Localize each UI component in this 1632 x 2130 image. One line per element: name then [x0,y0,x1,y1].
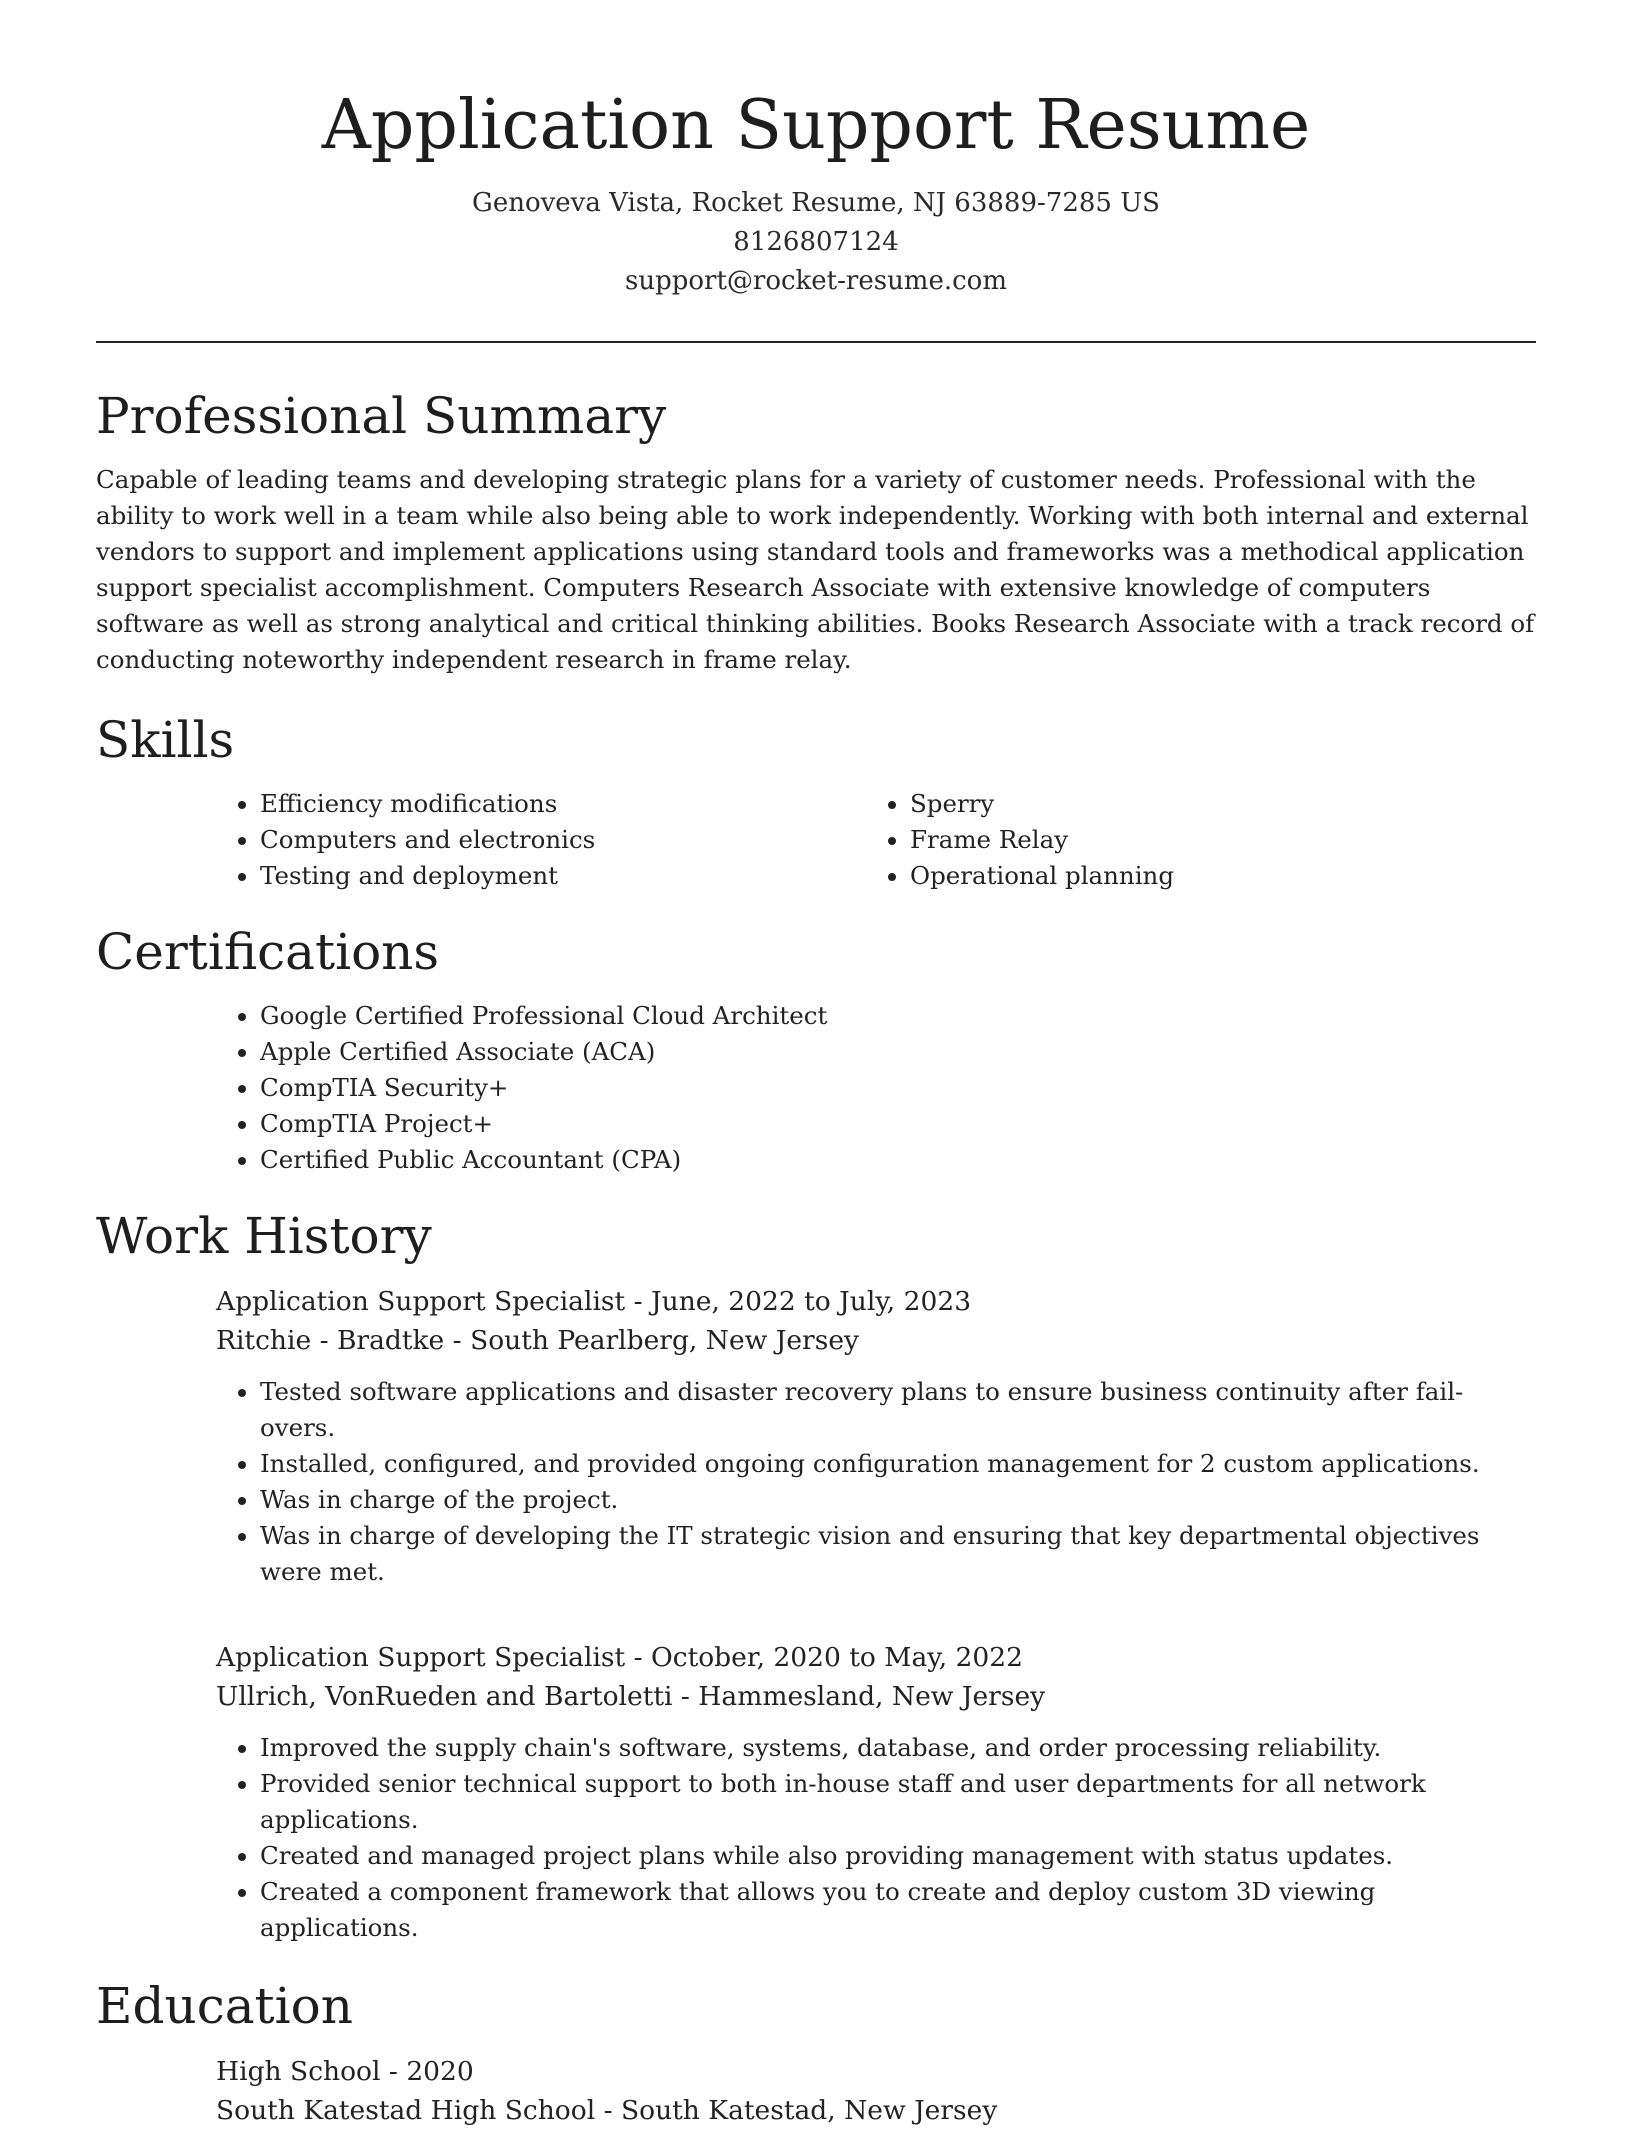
job-duty-item: • Was in charge of developing the IT strategic vision and ensuring that key departmental objectives were met. [260,1518,1536,1590]
job-entry [216,1638,1536,1946]
job-company: Ritchie - Bradtke [216,1325,445,1356]
job-duty-item: • Was in charge of the project. [260,1482,1536,1518]
certification-item: • CompTIA Project+ [260,1106,1536,1142]
work-history-section [96,1200,1536,1946]
job-title: Application Support Specialist [216,1286,626,1317]
skills-grid [216,786,1536,894]
job-company-line: Ullrich, VonRueden and Bartoletti - Hammesland, New Jersey [216,1681,1046,1712]
skill-item: • Computers and electronics [260,822,866,858]
skill-item: • Efficiency modifications [260,786,866,822]
contact-phone: 8126807124 [733,227,899,257]
job-entry [216,1282,1536,1590]
skills-column-right [866,786,1516,894]
skill-item: • Sperry [910,786,1516,822]
skills-section [96,704,1536,894]
job-company-line: Ritchie - Bradtke - South Pearlberg, New Jersey [216,1325,859,1356]
education-location: South Katestad, New Jersey [620,2095,998,2126]
education-entry [216,2052,1536,2130]
certification-item: • Apple Certified Associate (ACA) [260,1034,1536,1070]
skills-list-left [216,786,866,894]
contact-block [0,184,1632,301]
job-title-line: Application Support Specialist - October, 2020 to May, 2022 [216,1642,1023,1673]
certification-item: • Certified Public Accountant (CPA) [260,1142,1536,1178]
summary-section [96,380,1536,678]
job-dates: October, 2020 to May, 2022 [651,1642,1023,1673]
job-duty-item: • Installed, configured, and provided ongoing configuration management for 2 custom applications. [260,1446,1536,1482]
contact-address: Genoveva Vista, Rocket Resume, NJ 63889-7285 US [472,188,1160,218]
skill-item: • Frame Relay [910,822,1516,858]
job-duty-item: • Created a component framework that allows you to create and deploy custom 3D viewing applications. [260,1874,1536,1946]
skill-item: • Testing and deployment [260,858,866,894]
certifications-list [216,998,1536,1178]
job-location: Hammesland, New Jersey [698,1681,1046,1712]
job-location: South Pearlberg, New Jersey [470,1325,859,1356]
header-divider [96,341,1536,343]
education-school: South Katestad High School [216,2095,596,2126]
education-section [96,1970,1536,2130]
education-year: 2020 [406,2056,474,2087]
job-dates: June, 2022 to July, 2023 [651,1286,972,1317]
skills-heading: Skills [96,711,235,769]
job-duties-list [216,1730,1536,1946]
education-heading: Education [96,1977,353,2035]
job-duty-item: • Tested software applications and disaster recovery plans to ensure business continuity after fail-overs. [260,1374,1536,1446]
work-history-heading: Work History [96,1207,432,1265]
job-duty-item: • Created and managed project plans while also providing management with status updates. [260,1838,1536,1874]
job-duty-item: • Provided senior technical support to both in-house staff and user departments for all network applications. [260,1766,1536,1838]
certifications-block [216,998,1536,1178]
summary-text: Capable of leading teams and developing strategic plans for a variety of customer needs. Professional with the ability to work well in a team while also being able to work independently. Working with both internal and external vendors to support and implement applications using standard tools and frameworks was a methodical application support specialist accomplishment. Computers Research Associate with extensive knowledge of computers software as well as strong analytical and critical thinking abilities. Books Research Associate with a track record of conducting noteworthy independent research in frame relay. [96,465,1535,674]
contact-email: support@rocket-resume.com [624,266,1007,296]
resume-content [96,380,1536,2130]
certifications-section [96,916,1536,1178]
job-title: Application Support Specialist [216,1642,626,1673]
job-duty-item: • Improved the supply chain's software, systems, database, and order processing reliability. [260,1730,1536,1766]
education-school-line: South Katestad High School - South Katestad, New Jersey [216,2095,998,2126]
job-title-line: Application Support Specialist - June, 2022 to July, 2023 [216,1286,972,1317]
education-degree: High School [216,2056,381,2087]
certification-item: • CompTIA Security+ [260,1070,1536,1106]
skills-list-right [866,786,1516,894]
resume-header [0,0,1632,301]
resume-title: Application Support Resume [321,86,1311,165]
certification-item: • Google Certified Professional Cloud Architect [260,998,1536,1034]
job-company: Ullrich, VonRueden and Bartoletti [216,1681,673,1712]
certifications-heading: Certifications [96,923,440,981]
skills-column-left [216,786,866,894]
summary-heading: Professional Summary [96,387,667,445]
job-duties-list [216,1374,1536,1590]
education-degree-line: High School - 2020 [216,2056,474,2087]
skill-item: • Operational planning [910,858,1516,894]
